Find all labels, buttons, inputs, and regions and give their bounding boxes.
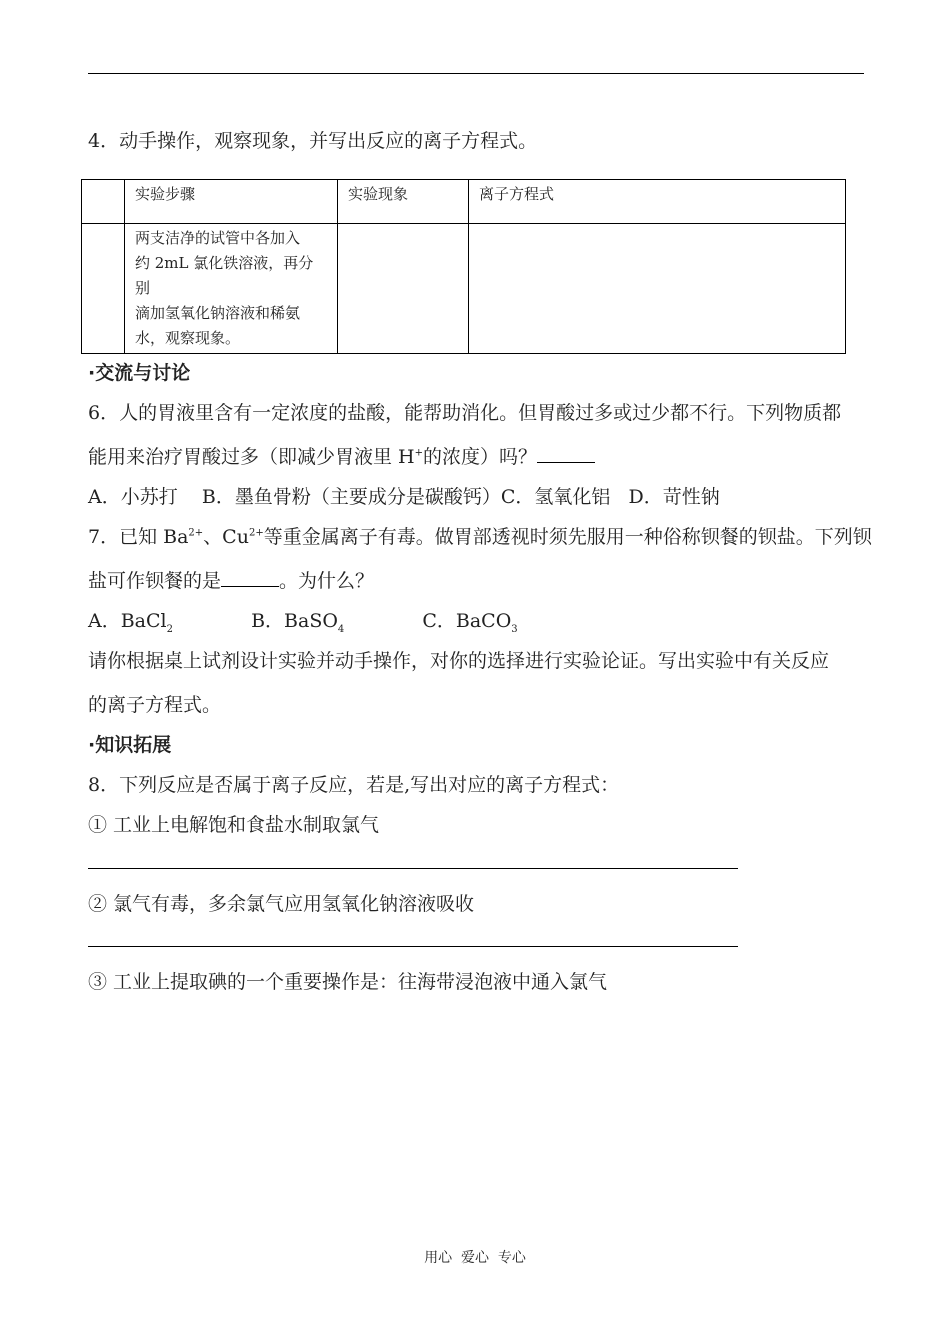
index-cell [82, 180, 125, 224]
index-cell [82, 224, 125, 354]
table-row [82, 224, 846, 354]
answer-blank[interactable] [537, 444, 595, 463]
question-4: 4．动手操作，观察现象，并写出反应的离子方程式。 [88, 130, 538, 152]
step-line: 水，观察现象。 [135, 329, 241, 347]
question-8-item3: ③ 工业上提取碘的一个重要操作是：往海带浸泡液中通入氯气 [88, 971, 608, 993]
question-6-options: A．小苏打 B．墨鱼骨粉（主要成分是碳酸钙）C．氢氧化铝 D．苛性钠 [88, 486, 720, 508]
question-6-line1: 6．人的胃液里含有一定浓度的盐酸，能帮助消化。但胃酸过多或过少都不行。下列物质都 [88, 402, 842, 424]
header-phenomenon: 实验现象 [338, 180, 469, 224]
question-7-line1: 7．已知 $Ba^{2+}$、$Cu^{2+}$等重金属离子有毒。做胃部透视时须先服用一种俗称钡餐的钡盐。下列钡 [88, 526, 872, 548]
equation-cell [469, 224, 846, 354]
question-7-line3: 请你根据桌上试剂设计实验并动手操作，对你的选择进行实验论证。写出实验中有关反应 [88, 650, 830, 672]
header-steps: 实验步骤 [125, 180, 338, 224]
answer-blank[interactable] [221, 568, 279, 587]
answer-line[interactable] [88, 868, 738, 869]
question-8-item1: ① 工业上电解饱和食盐水制取氯气 [88, 814, 380, 836]
step-line: 滴加氢氧化钠溶液和稀氨 [135, 304, 301, 322]
question-7-line2: 盐可作钡餐的是 。为什么？ [88, 570, 375, 592]
header-equation: 离子方程式 [469, 180, 846, 224]
option-c: C．BaCO$_3$ [422, 610, 518, 635]
step-line: 约 2mL 氯化铁溶液，再分别 [135, 254, 314, 297]
section-heading-discussion: ·交流与讨论 [88, 362, 191, 384]
step-line: 两支洁净的试管中各加入 [135, 229, 301, 247]
question-7-options [88, 606, 518, 635]
question-7-line4: 的离子方程式。 [88, 694, 222, 716]
table-header-row [82, 180, 846, 224]
option-b: B．BaSO$_4$ [251, 610, 345, 635]
answer-line[interactable] [88, 946, 738, 947]
option-a: A．BaCl$_2$ [88, 610, 174, 635]
question-8-item2: ② 氯气有毒，多余氯气应用氢氧化钠溶液吸收 [88, 893, 475, 915]
header-rule [88, 73, 864, 74]
section-heading-extension: ·知识拓展 [88, 734, 172, 756]
question-8-intro: 8．下列反应是否属于离子反应，若是,写出对应的离子方程式： [88, 774, 620, 796]
page-footer: 用心 爱心 专心 [424, 1250, 526, 1266]
question-6-line2: 能用来治疗胃酸过多（即减少胃液里 H+的浓度）吗？ [88, 442, 595, 469]
phenomenon-cell [338, 224, 469, 354]
step-cell [125, 224, 338, 354]
experiment-table [81, 179, 846, 354]
